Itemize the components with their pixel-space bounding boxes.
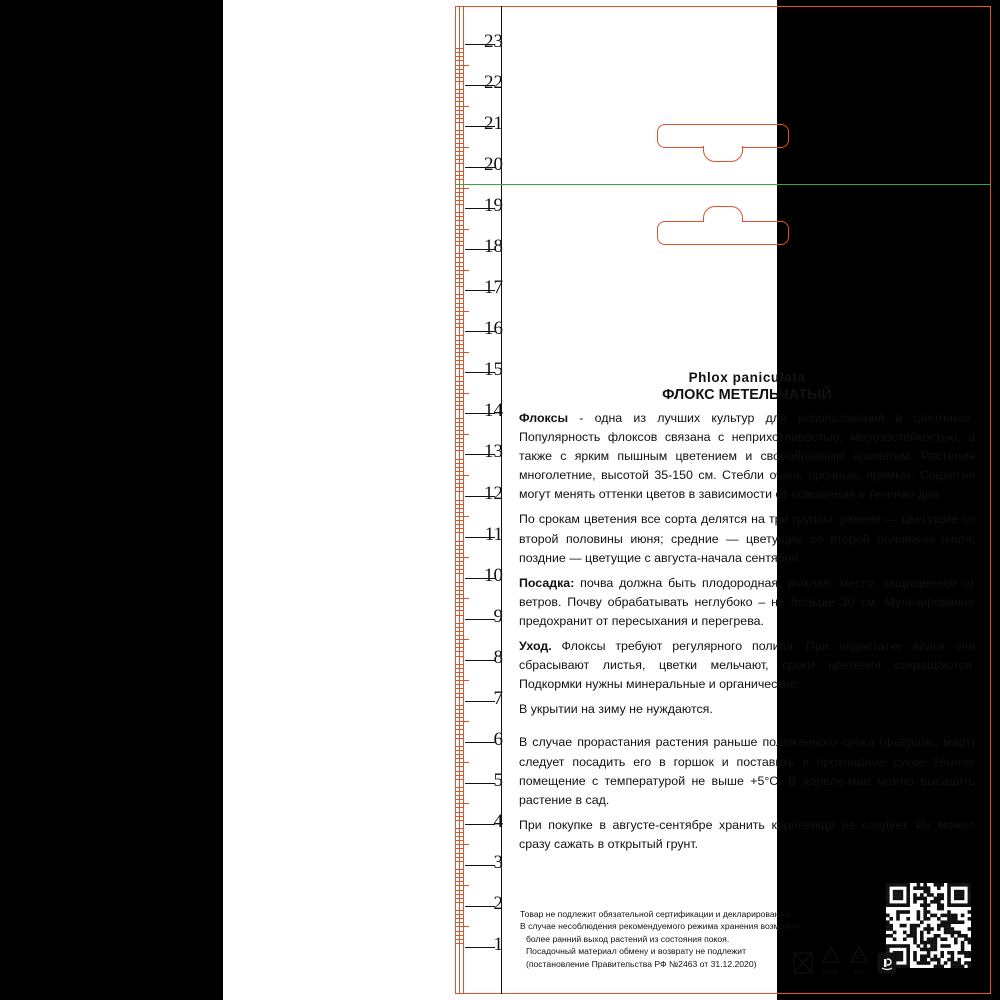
ruler-minor-tick [455,844,469,845]
legal-footer [520,908,820,970]
footer-line: более ранний выход растений из состояния покоя. [526,933,730,944]
ruler-minor-tick [455,229,469,230]
recycle-hdpe-icon [821,945,841,969]
ruler-minor-tick [455,885,469,886]
description-paragraph: Флоксы - одна из лучших культур для использования в цветниках. Популярность флоксов связана с неприхотливостью, морозостойкостью, а также с ярким пышным цветением и своеобразным ароматом. Растения многолетние, высотой 35-150 см. Стебли очень прочные, прямые. Соцветия могут менять оттенки цветов в зависимости от освещения в течение дня. [519,411,975,502]
ruler-number-4: 4 [493,810,503,832]
description-paragraph: По срокам цветения все сорта делятся на три группы: ранние — цветущие со второй половины июня; средние — цветущие со второй половины июля; поздние — цветущие с августа-начала сентября. [519,512,975,565]
ruler-number-14: 14 [484,400,503,422]
ruler-number-3: 3 [493,851,503,873]
paragraph-lead: Посадка: [519,575,575,590]
ruler-minor-tick [455,803,469,804]
ruler-minor-tick [455,65,469,66]
ruler-minor-tick [455,434,469,435]
svg-text:2: 2 [829,954,833,961]
ruler-number-23: 23 [484,31,503,52]
description-paragraphs [519,409,975,854]
seed-packet-sheet [223,0,975,1000]
ruler-minor-tick [455,557,469,558]
ruler-number-22: 22 [484,72,503,94]
footer-line: (постановление Правительства РФ №2463 от 31.12.2020) [526,958,757,969]
ruler-number-17: 17 [484,277,503,299]
description-paragraph: При покупке в августе-сентябре хранить корневища не следует. Их можно сразу сажать в открытый грунт. [519,817,975,851]
description-paragraph: Посадка: почва должна быть плодородная, рыхлая, место, защищенное от ветров. Почву обрабатывать неглубоко – не больше 30 см. Мульчирование предохранит от пересыхания и перегрева. [519,575,975,628]
ruler-number-19: 19 [484,195,503,217]
ruler-rail [459,6,460,994]
eco-caption-1: HDPE [822,970,840,976]
ruler-rail [463,6,464,994]
ruler-minor-tick [455,680,469,681]
ruler-number-7: 7 [493,687,503,709]
ruler-rail [455,6,456,994]
packet-text-block [519,370,975,854]
ruler-number-21: 21 [484,113,503,135]
description-paragraph: Уход. Флоксы требуют регулярного полива. При недостатке влаги они сбрасывают листья, цветки мельчают, сроки цветения сокращаются. Подкормки нужны минеральные и органические. [519,639,975,692]
packet-title: ФЛОКС МЕТЕЛЬЧАТЫЙ [662,387,832,403]
footer-line: В случае несоблюдения рекомендуемого режима хранения возможен [520,921,800,932]
hang-hole-top [657,124,789,148]
ruler-minor-tick [455,270,469,271]
ruler-minor-tick [455,762,469,763]
ruler-number-10: 10 [484,564,503,586]
no-wet-icon [793,951,813,975]
ruler-minor-tick [455,639,469,640]
ruler-minor-tick [455,147,469,148]
ruler-minor-tick [455,598,469,599]
ruler-minor-tick [455,106,469,107]
ruler-number-18: 18 [484,236,503,258]
ruler-number-11: 11 [484,523,503,545]
ruler-number-2: 2 [493,892,503,914]
ruler-minor-tick [455,475,469,476]
hang-hole-bottom-notch [703,206,743,222]
qr-code [886,883,971,968]
ruler-minor-tick [455,188,469,189]
recycling-icons [793,945,897,976]
ruler-minor-tick [455,311,469,312]
ruler-minor-tick [455,721,469,722]
ruler-minor-tick [455,926,469,927]
ruler-number-5: 5 [493,769,503,791]
ruler-number-6: 6 [493,728,503,750]
footer-line: Товар не подлежит обязательной сертификации и декларированию. [520,909,794,919]
description-paragraph: В укрытии на зиму не нуждаются. [519,702,713,717]
paragraph-lead: Уход. [519,639,552,654]
ruler-minor-tick [455,352,469,353]
svg-text:21: 21 [855,954,863,961]
ruler-number-15: 15 [484,359,503,381]
dispose-in-bin-icon [877,951,897,975]
ruler-minor-tick [455,393,469,394]
description-paragraph: В случае прорастания растения раньше положенного срока (февраль, март) следует посадить его в горшок и поставить в прохладное сухое тёмное помещение с температурой не выше +5°С. В апреле-мае можно высадить растение в сад. [519,735,975,807]
paragraph-lead: Флоксы [519,411,569,425]
ruler-minor-tick [455,516,469,517]
eco-caption-2: PAP [853,970,865,976]
latin-name: Phlox paniculata [688,370,806,385]
ruler-number-9: 9 [493,605,503,627]
ruler-number-12: 12 [484,482,503,504]
ruler-baseline [501,6,502,994]
ruler-number-13: 13 [484,441,503,463]
hang-hole-bottom [657,221,789,245]
ruler-number-16: 16 [484,318,503,340]
ruler-number-8: 8 [493,646,503,668]
measuring-ruler [455,6,515,994]
recycle-pap-icon [849,945,869,969]
fold-guide-line [455,184,991,185]
ruler-number-20: 20 [484,154,503,176]
hang-hole-top-notch [703,146,743,162]
footer-line: Посадочный материал обмену и возврату не подлежит [526,946,747,957]
ruler-number-1: 1 [493,934,503,955]
